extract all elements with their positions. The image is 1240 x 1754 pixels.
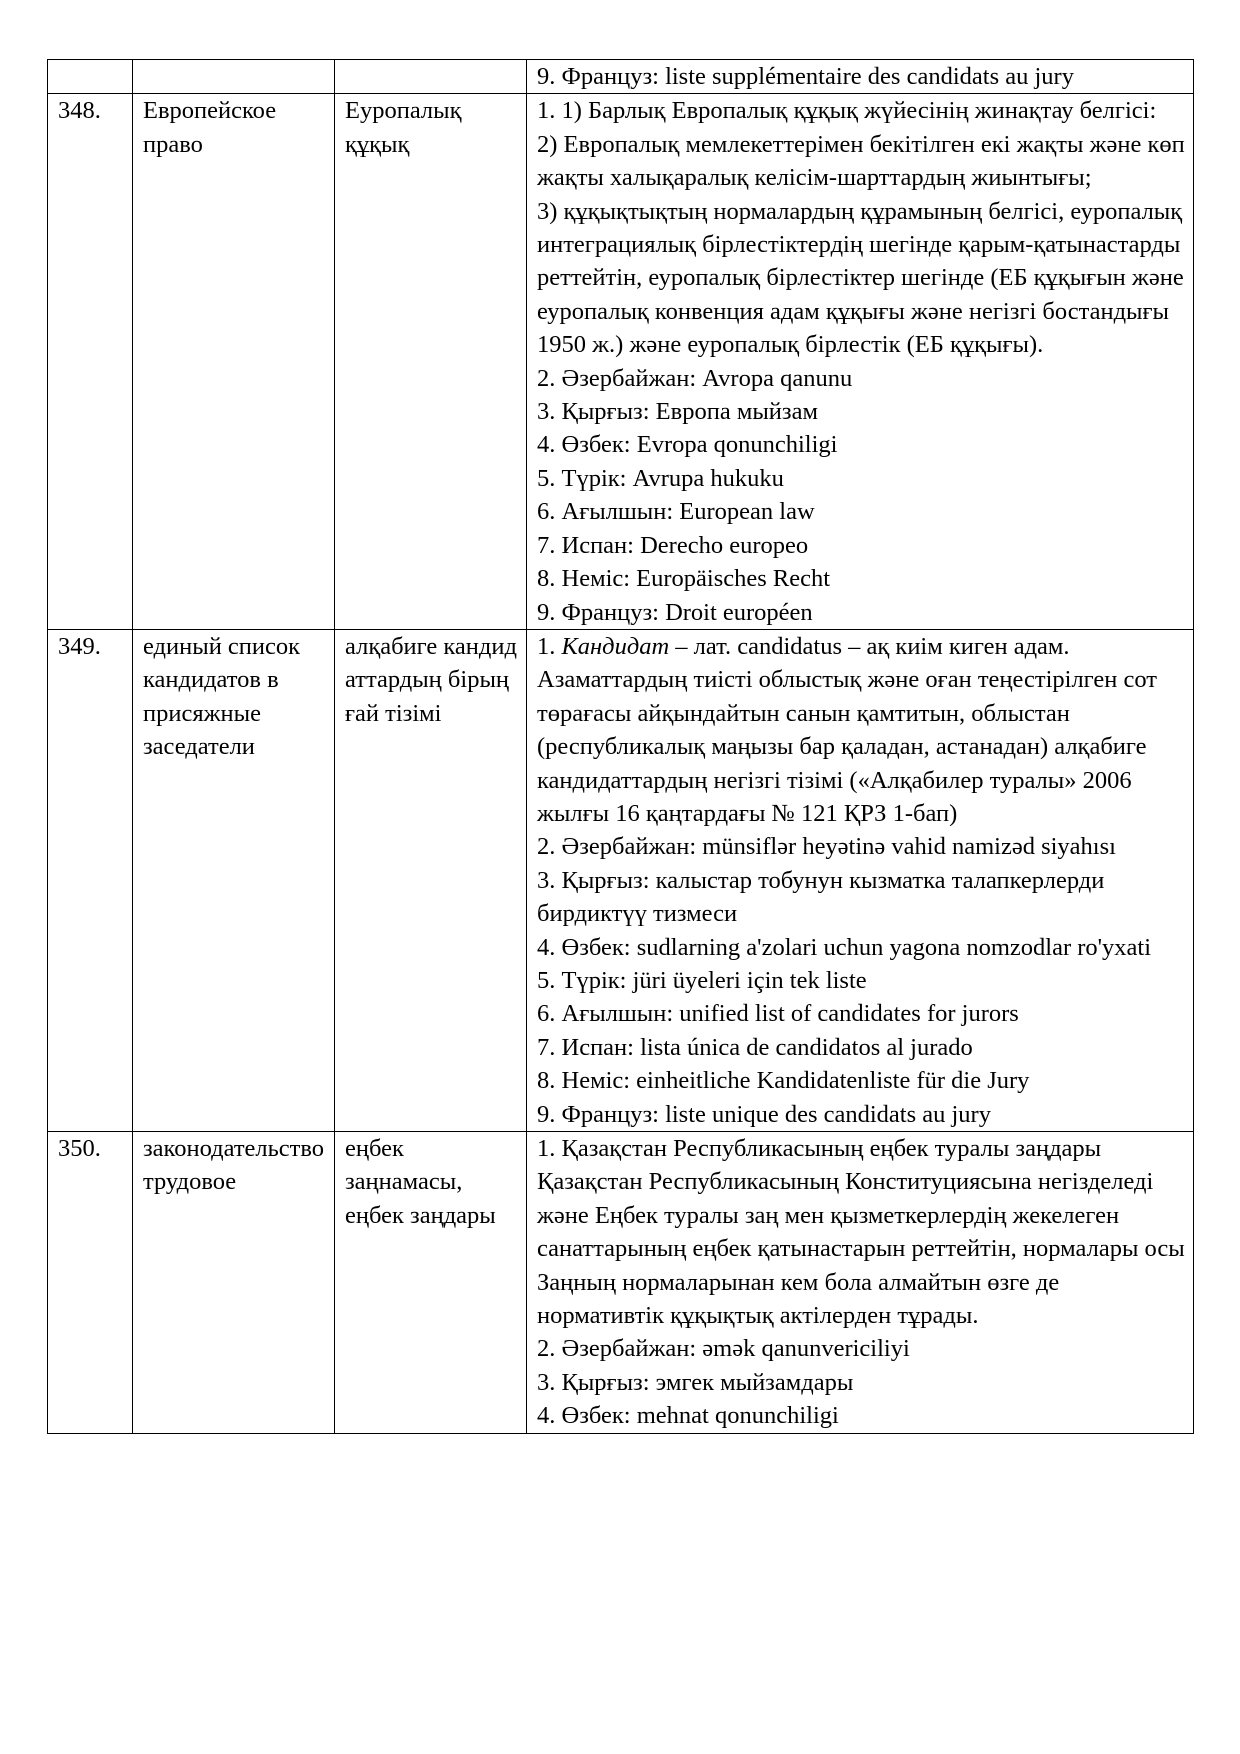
- table-row: [48, 1132, 1194, 1434]
- translation-line: 7. Испан: lista única de candidatos al jurado: [537, 1033, 973, 1061]
- term-kazakh: еңбек заңнамасы, еңбек заңдары: [335, 1132, 527, 1434]
- translation-line: 6. Ағылшын: unified list of candidates for jurors: [537, 1000, 1019, 1028]
- definition-line: [537, 630, 1185, 830]
- translation-line: 4. Өзбек: mehnat qonunchiligi: [537, 1402, 839, 1430]
- translation-line: 2. Әзербайжан: Avropa qanunu: [537, 364, 853, 392]
- table-row: [48, 60, 1194, 94]
- translation-line: 2. Әзербайжан: əmək qanunvericiliyi: [537, 1335, 910, 1363]
- dictionary-table: [47, 59, 1194, 1434]
- definition-text: – лат. candidatus – ақ киім киген адам. Азаматтардың тиісті облыстық және оған теңестірілген сот төрағасы айқындайтын санын қамтитын, облыстан (республикалық маңызы бар қаладан, астанадан) алқабиге кандидаттардың негізгі тізімі («Алқабилер туралы» 2006 жылғы 16 қаңтардағы № 121 ҚРЗ 1-бап): [537, 632, 1158, 827]
- definition-cell: [527, 94, 1194, 630]
- translation-line: 2. Әзербайжан: münsiflər heyətinə vahid namizəd siyahısı: [537, 833, 1116, 861]
- definition-line: 1. 1) Барлық Европалық құқық жүйесінің жинақтау белгісі:: [537, 97, 1157, 125]
- table-row: [48, 629, 1194, 1131]
- term-kazakh: [335, 60, 527, 94]
- translation-line: 3. Қырғыз: калыстар тобунун кызматка талапкерлерди бирдиктүү тизмеси: [537, 866, 1105, 928]
- translation-line: 4. Өзбек: Evropa qonunchiligi: [537, 431, 838, 459]
- definition-cell: [527, 1132, 1194, 1434]
- translation-line: 8. Неміс: einheitliche Kandidatenliste für die Jury: [537, 1067, 1030, 1095]
- translation-line: 6. Ағылшын: European law: [537, 498, 815, 526]
- translation-line: 3. Қырғыз: Европа мыйзам: [537, 398, 818, 426]
- entry-number: [48, 60, 133, 94]
- translation-line: 8. Неміс: Europäisches Recht: [537, 565, 831, 593]
- term-kazakh: Еуропалық құқық: [335, 94, 527, 630]
- translation-line: 9. Француз: liste unique des candidats au jury: [537, 1100, 991, 1128]
- entry-number: 350.: [48, 1132, 133, 1434]
- entry-number: 348.: [48, 94, 133, 630]
- term-kazakh: алқабиге кандидаттардың бірыңғай тізімі: [335, 629, 527, 1131]
- entry-number: 349.: [48, 629, 133, 1131]
- term-russian: [133, 60, 335, 94]
- translation-line: 7. Испан: Derecho europeo: [537, 531, 809, 559]
- translation-line: 9. Француз: Droit européen: [537, 598, 813, 626]
- translation-line: 3. Қырғыз: эмгек мыйзамдары: [537, 1368, 854, 1396]
- translation-line: 4. Өзбек: sudlarning a'zolari uchun yagona nomzodlar ro'yxati: [537, 933, 1152, 961]
- table-row: [48, 94, 1194, 630]
- definition-cell: [527, 60, 1194, 94]
- definition-cell: [527, 629, 1194, 1131]
- definition-line: 2) Европалық мемлекеттерімен бекітілген екі жақты және көп жақты халықаралық келісім-шарттардың жиынтығы;: [537, 130, 1185, 192]
- translation-line: 9. Француз: liste supplémentaire des candidats au jury: [537, 63, 1074, 90]
- translation-line: 5. Түрік: jüri üyeleri için tek liste: [537, 966, 867, 994]
- definition-line: 3) құқықтықтың нормалардың құрамының белгісі, еуропалық интеграциялық бірлестіктердің шегінде қарым-қатынастарды реттейтін, еуропалық бірлестіктер шегінде (ЕБ құқығын және еуропалық конвенция адам құқығы және негізгі бостандығы 1950 ж.) және еуропалық бірлестік (ЕБ құқығы).: [537, 197, 1184, 359]
- definition-line: 1. Қазақстан Республикасының еңбек туралы заңдары Қазақстан Республикасының Конституциясына негізделеді және Еңбек туралы заң мен қызметкерлердің жекелеген санаттарының еңбек қатынастарын реттейтін, нормалары осы Заңның нормаларынан кем бола алмайтын өзге де нормативтік құқықтық актілерден тұрады.: [537, 1135, 1185, 1330]
- term-russian: законодательство трудовое: [133, 1132, 335, 1434]
- definition-term: Кандидат: [561, 632, 670, 660]
- definition-prefix: 1.: [537, 632, 562, 660]
- term-russian: Европейское право: [133, 94, 335, 630]
- translation-line: 5. Түрік: Avrupa hukuku: [537, 464, 784, 492]
- term-russian: единый список кандидатов в присяжные заседатели: [133, 629, 335, 1131]
